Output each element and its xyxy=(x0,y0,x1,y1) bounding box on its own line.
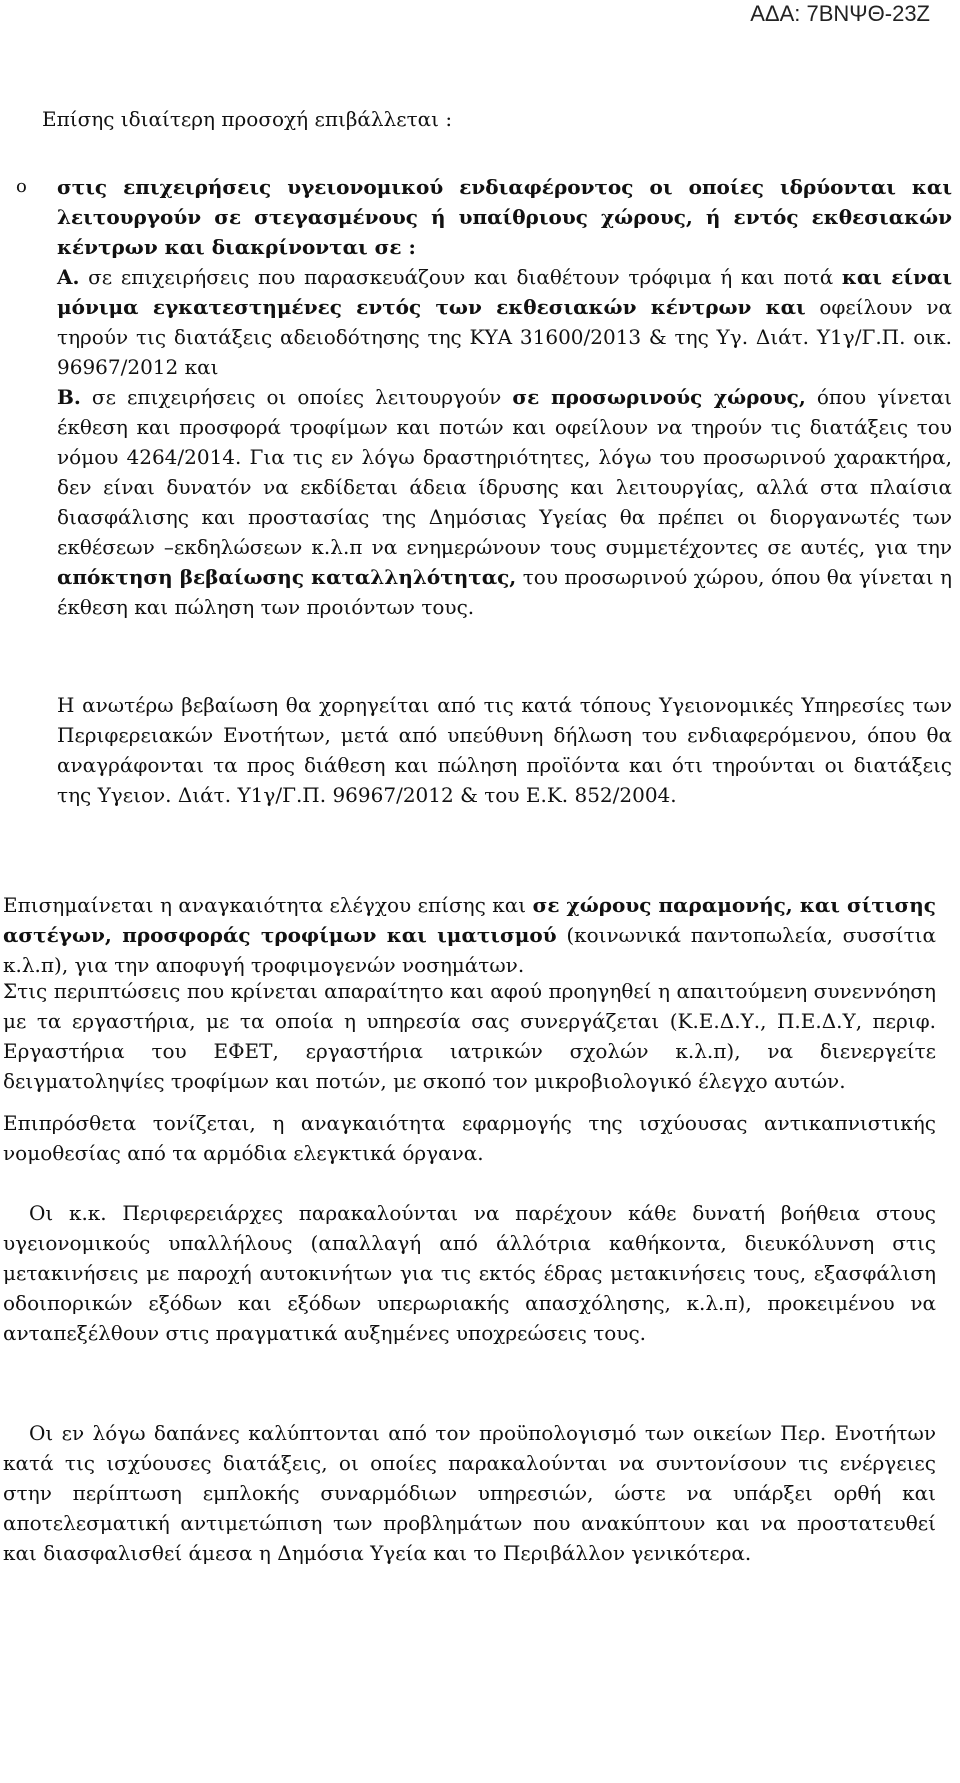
item-b-label: Β. xyxy=(57,385,81,409)
certificate-paragraph: Η ανωτέρω βεβαίωση θα χορηγείται από τις κατά τόπους Υγειονομικές Υπηρεσίες των Περιφερειακών Ενοτήτων, μετά από υπεύθυνη δήλωση του ενδιαφερόμενου, όπου θα αναγράφονται τα προς διάθεση και πώληση προϊόντα και ότι τηρούνται οι διατάξεις της Υγειον. Διάτ. Υ1γ/Γ.Π. 96967/2012 & του Ε.Κ. 852/2004. xyxy=(57,693,952,807)
bullet-marker: o xyxy=(16,176,27,197)
control-text-2: (κοινωνικά παντοπωλεία, συσσίτια κ.λ.π), για την αποφυγή τροφιμογενών νοσημάτων. xyxy=(3,923,936,977)
item-b-text-1: σε επιχειρήσεις οι οποίες λειτουργούν xyxy=(80,385,513,409)
item-b-bold-1: σε προσωρινούς χώρους, xyxy=(512,385,806,409)
item-a xyxy=(57,262,952,382)
regional-paragraph: Οι κ.κ. Περιφερειάρχες παρακαλούνται να παρέχουν κάθε δυνατή βοήθεια στους υγειονομικούς υπαλλήλους (απαλλαγή από άλλότρια καθήκοντα, διευκόλυνση στις μετακινήσεις με παροχή αυτοκινήτων για τις εκτός έδρας μετακινήσεις τους, εξασφάλιση οδοιπορικών εξόδων και εξόδων υπερωριακής απασχόλησης, κ.λ.π), προκειμένου να ανταπεξέλθουν στις πραγματικά αυξημένες υποχρεώσεις τους. xyxy=(3,1201,936,1345)
item-b-text-2: όπου γίνεται έκθεση και προσφορά τροφίμων και ποτών και οφείλουν να τηρούν τις διατάξεις του νόμου 4264/2014. Για τις εν λόγω δραστηριότητες, λόγω του προσωρινού χαρακτήρα, δεν είναι δυνατόν να εκδίδεται άδεια ίδρυσης και λειτουργίας, αλλά στα πλαίσια διασφάλισης και προστασίας της Δημόσιας Υγείας θα πρέπει οι διοργανωτές των εκθέσεων –εκδηλώσεων κ.λ.π να ενημερώνουν τους συμμετέχοντες σε αυτές, για την xyxy=(57,385,952,559)
costs-paragraph: Οι εν λόγω δαπάνες καλύπτονται από τον προϋπολογισμό των οικείων Περ. Ενοτήτων κατά τις ισχύουσες διατάξεις, οι οποίες παρακαλούνται να συντονίσουν τις ενέργειες στην περίπτωση εμπλοκής συναρμόδιων υπηρεσιών, ώστε να υπάρξει ορθή και αποτελεσματική αντιμετώπιση των προβλημάτων που ανακύπτουν και να προστατευθεί και διασφαλισθεί άμεσα η Δημόσια Υγεία και το Περιβάλλον γενικότερα. xyxy=(3,1421,936,1565)
legislation-paragraph: Επιπρόσθετα τονίζεται, η αναγκαιότητα εφαρμογής της ισχύουσας αντικαπνιστικής νομοθεσίας από τα αρμόδια ελεγκτικά όργανα. xyxy=(3,1111,936,1165)
item-b-text-3: του προσωρινού χώρου, όπου θα γίνεται η έκθεση και πώληση των προιόντων τους. xyxy=(57,565,952,619)
control-text-1: Επισημαίνεται η αναγκαιότητα ελέγχου επίσης και xyxy=(3,893,533,917)
item-a-label: Α. xyxy=(57,265,80,289)
sampling-paragraph: Στις περιπτώσεις που κρίνεται απαραίτητο και αφού προηγηθεί η απαιτούμενη συνεννόηση με τα εργαστήρια, με τα οποία η υπηρεσία σας συνεργάζεται (Κ.Ε.Δ.Υ., Π.Ε.Δ.Υ, περιφ. Εργαστήρια του ΕΦΕΤ, εργαστήρια ιατρικών σχολών κ.λ.π), να διενεργείτε δειγματοληψίες τροφίμων και ποτών, με σκοπό τον μικροβιολογικό έλεγχο αυτών. xyxy=(3,979,936,1093)
item-b-bold-2: απόκτηση βεβαίωσης καταλληλότητας, xyxy=(57,565,517,589)
item-b xyxy=(57,382,952,622)
item-a-text-1: σε επιχειρήσεις που παρασκευάζουν και διαθέτουν τρόφιμα ή και ποτά xyxy=(79,265,842,289)
bullet-heading: στις επιχειρήσεις υγειονομικού ενδιαφέροντος οι οποίες ιδρύονται και λειτουργούν σε στεγασμένους ή υπαίθριους χώρους, ή εντός εκθεσιακών κέντρων και διακρίνονται σε : xyxy=(57,175,952,259)
intro-line: Επίσης ιδιαίτερη προσοχή επιβάλλεται : xyxy=(42,107,453,131)
item-a-text-2: οφείλουν να τηρούν τις διατάξεις αδειοδότησης της ΚΥΑ 31600/2013 & της Υγ. Διάτ. Υ1γ/Γ.Π. οικ. 96967/2012 και xyxy=(57,295,952,379)
control-paragraph xyxy=(3,890,936,980)
control-bold-1: σε χώρους παραμονής, και σίτισης αστέγων, προσφοράς τροφίμων και ιματισμού xyxy=(3,893,936,947)
ada-code: ΑΔΑ: 7ΒΝΨΘ-23Ζ xyxy=(750,1,930,26)
item-a-bold-1: και είναι μόνιμα εγκατεστημένες εντός των εκθεσιακών κέντρων και xyxy=(57,265,952,319)
